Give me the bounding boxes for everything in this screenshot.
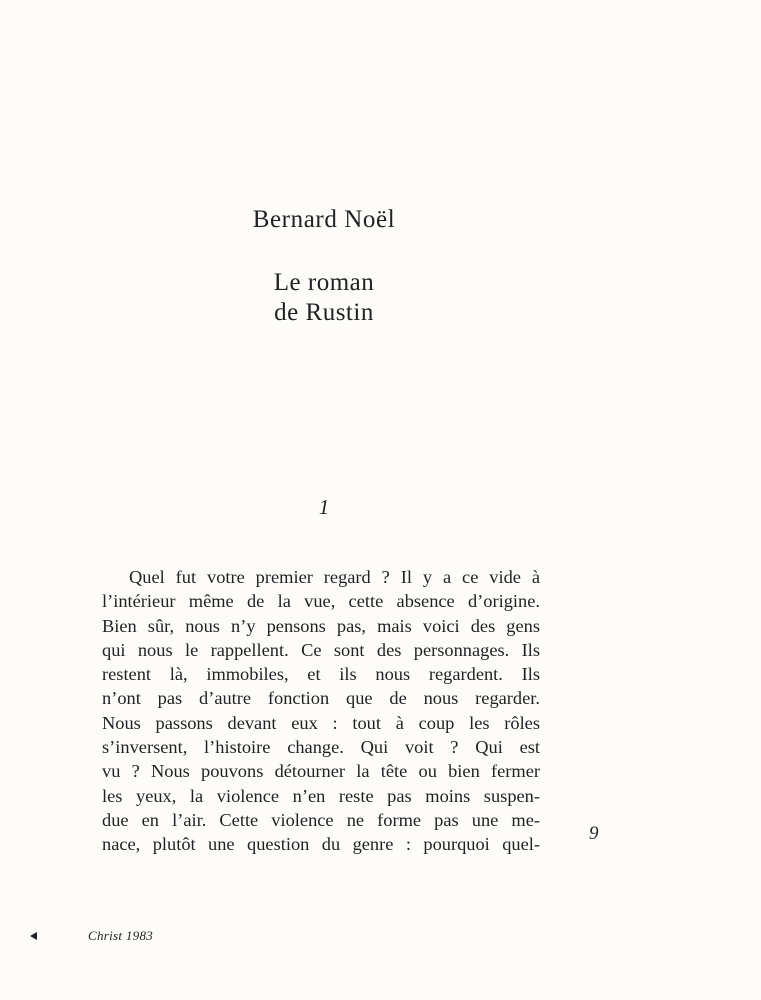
body-line: restent là, immobiles, et ils nous regardent. Ils: [102, 664, 540, 685]
body-line: nace, plutôt une question du genre : pourquoi quel-: [102, 834, 540, 855]
body-line: Bien sûr, nous n’y pensons pas, mais voici des gens: [102, 615, 540, 636]
body-line: n’ont pas d’autre fonction que de nous regarder.: [102, 688, 540, 709]
body-line: les yeux, la violence n’en reste pas moins suspen-: [102, 785, 540, 806]
left-triangle-icon: [30, 932, 37, 940]
work-title: [0, 268, 648, 328]
footer: [30, 928, 153, 944]
body-paragraph: [102, 565, 540, 857]
author-name: Bernard Noël: [252, 206, 396, 233]
body-line: l’intérieur même de la vue, cette absence d’origine.: [102, 591, 540, 612]
body-line: Quel fut votre premier regard ? Il y a ce vide à: [129, 567, 540, 587]
footer-source: Christ 1983: [88, 928, 154, 943]
page-number: 9: [589, 823, 599, 844]
body-line: qui nous le rappellent. Ce sont des personnages. Ils: [102, 639, 540, 660]
body-line: due en l’air. Cette violence ne forme pas une me-: [102, 809, 540, 830]
body-line: Nous passons devant eux : tout à coup les rôles: [102, 712, 540, 733]
chapter-number: 1: [318, 495, 330, 519]
body-line: s’inversent, l’histoire change. Qui voit ? Qui est: [102, 737, 540, 758]
body-line: vu ? Nous pouvons détourner la tête ou bien fermer: [102, 761, 540, 782]
work-title-line-2: de Rustin: [274, 299, 374, 326]
work-title-line-1: Le roman: [273, 269, 375, 296]
